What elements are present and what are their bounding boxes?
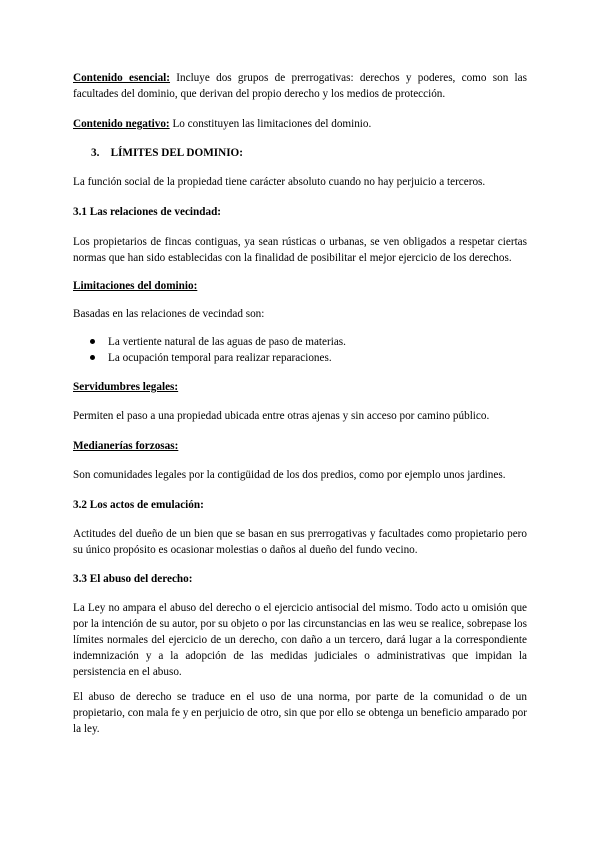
list-item <box>90 350 346 366</box>
paragraph-servidumbres: Permiten el paso a una propiedad ubicada entre otras ajenas y sin acceso por camino público. <box>73 410 490 422</box>
paragraph-abuso-derecho-2: El abuso de derecho se traduce en el uso de una norma, por parte de la comunidad o de un propietario, con mala fe y en perjuicio de otro, sin que por ello se obtenga un beneficio amparado por la ley. <box>73 691 527 735</box>
label-contenido-negativo: Contenido negativo: <box>73 118 170 130</box>
heading-limitaciones-dominio: Limitaciones del dominio: <box>73 280 198 292</box>
bullet-list <box>90 334 346 366</box>
list-item-text: La ocupación temporal para realizar reparaciones. <box>108 352 332 364</box>
paragraph-basadas: Basadas en las relaciones de vecindad son: <box>73 308 265 320</box>
heading-abuso-derecho: 3.3 El abuso del derecho: <box>73 573 193 585</box>
bullet-icon <box>90 339 95 344</box>
paragraph-abuso-derecho-1: La Ley no ampara el abuso del derecho o el ejercicio antisocial del mismo. Todo acto u omisión que por la intención de su autor, por su objeto o por las circunstancias en las weu se realice, sobrepase los límites normales del ejercicio de un derecho, con daño a un tercero, dará lugar a la correspondiente indemnización y a la adopción de las medidas judiciales o administrativas que impidan la persistencia en el abuso. <box>73 602 527 678</box>
text-contenido-esencial: Incluye dos grupos de prerrogativas: derechos y poderes, como son las facultades del dominio, que derivan del propio derecho y los medios de protección. <box>73 72 527 100</box>
paragraph-contenido-esencial <box>73 70 527 102</box>
paragraph-relaciones-vecindad: Los propietarios de fincas contiguas, ya sean rústicas o urbanas, se ven obligados a respetar ciertas normas que han sido establecidas con la finalidad de posibilitar el mejor ejercicio de los derechos. <box>73 236 527 264</box>
heading-relaciones-vecindad: 3.1 Las relaciones de vecindad: <box>73 206 222 218</box>
bullet-icon <box>90 355 95 360</box>
heading-actos-emulacion: 3.2 Los actos de emulación: <box>73 499 204 511</box>
section-title-limites: 3. LÍMITES DEL DOMINIO: <box>91 147 243 159</box>
paragraph-medianerias: Son comunidades legales por la contigüidad de los dos predios, como por ejemplo unos jardines. <box>73 469 506 481</box>
list-item-text: La vertiente natural de las aguas de paso de materias. <box>108 336 346 348</box>
paragraph-actos-emulacion: Actitudes del dueño de un bien que se basan en sus prerrogativas y facultades como propietario pero su único propósito es ocasionar molestias o daños al dueño del fundo vecino. <box>73 528 527 556</box>
list-item <box>90 334 346 350</box>
paragraph-funcion-social: La función social de la propiedad tiene carácter absoluto cuando no hay perjuicio a terceros. <box>73 176 486 188</box>
heading-medianerias: Medianerías forzosas: <box>73 440 179 452</box>
text-contenido-negativo: Lo constituyen las limitaciones del dominio. <box>169 118 372 130</box>
heading-servidumbres: Servidumbres legales: <box>73 381 179 393</box>
paragraph-contenido-negativo <box>73 116 527 132</box>
label-contenido-esencial: Contenido esencial: <box>73 72 171 84</box>
